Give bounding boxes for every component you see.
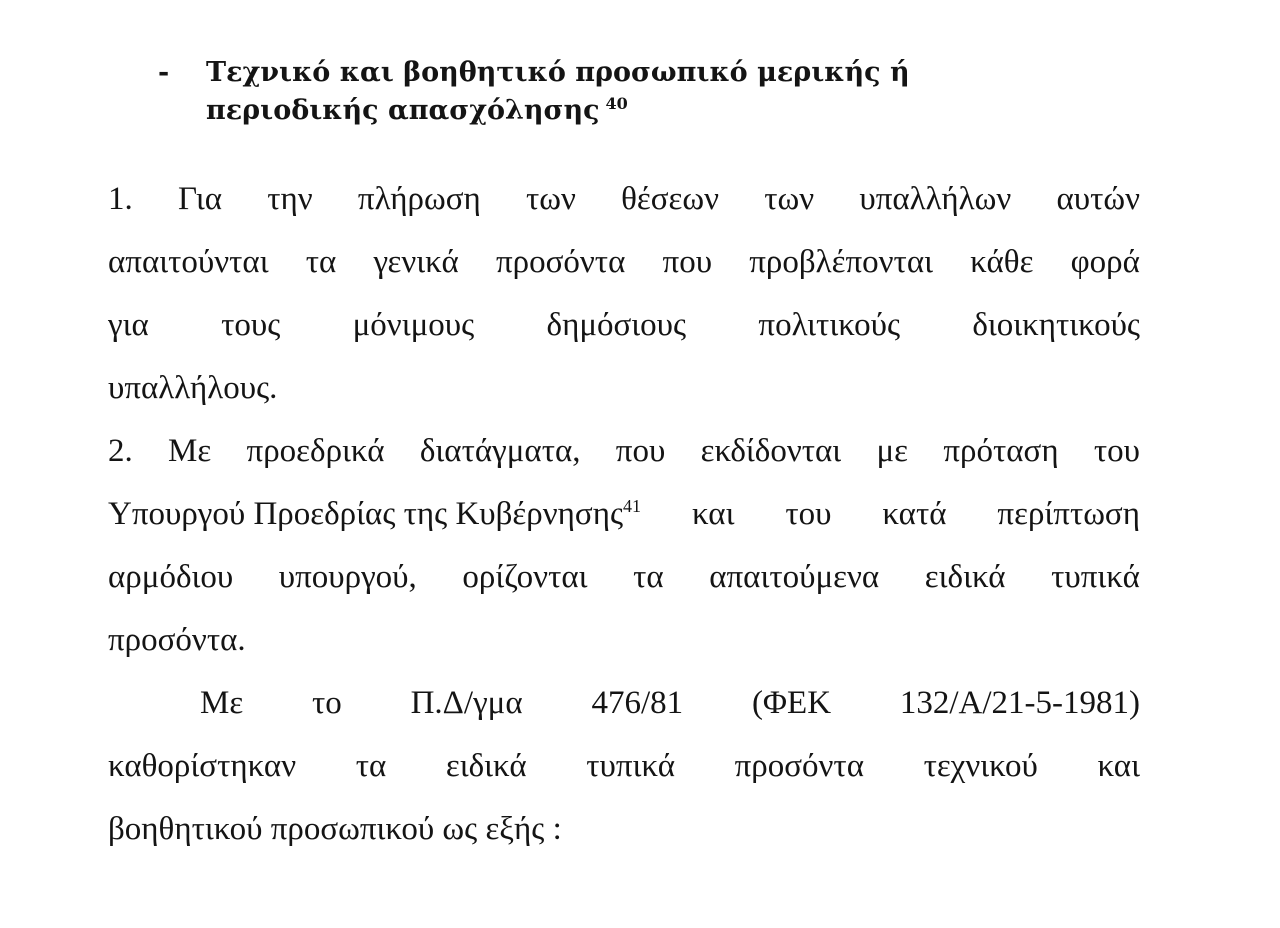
word: και	[1097, 748, 1140, 784]
word: του	[1093, 433, 1140, 469]
heading-line-2	[206, 92, 1056, 130]
word: με	[876, 433, 909, 469]
paragraph-1-line-2	[108, 231, 1140, 294]
word: που	[662, 244, 713, 280]
word: που	[615, 433, 666, 469]
heading-line-2-text: περιοδικής απασχόλησης	[206, 95, 600, 126]
word: τυπικά	[586, 748, 676, 784]
word: του	[785, 496, 832, 532]
word: κάθε	[970, 244, 1034, 280]
word: κατά	[882, 496, 947, 532]
paragraph-2-line-2-text: Υπουργού Προεδρίας της Κυβέρνησης	[108, 496, 624, 532]
word: και	[691, 496, 735, 532]
word: προσόντα	[734, 748, 864, 784]
word: καθορίστηκαν	[108, 748, 297, 784]
word: των	[525, 181, 576, 217]
word: 1.	[108, 181, 133, 217]
heading-line-1: Τεχνικό και βοηθητικό προσωπικό μερικής ή	[206, 57, 910, 88]
word: αυτών	[1056, 181, 1140, 217]
word: απαιτούμενα	[709, 559, 880, 595]
word: τους	[221, 307, 281, 343]
word: των	[764, 181, 815, 217]
word: αρμόδιου	[108, 559, 234, 595]
word: προσόντα	[495, 244, 626, 280]
word: τα	[305, 244, 337, 280]
word: υπαλλήλων	[859, 181, 1012, 217]
word: προεδρικά	[246, 433, 385, 469]
word: περίπτωση	[997, 496, 1140, 532]
word: Με	[200, 685, 244, 721]
paragraph-2-line-2-lead	[108, 483, 641, 546]
word: τεχνικού	[923, 748, 1038, 784]
word: Π.Δ/γμα	[410, 685, 523, 721]
paragraph-2-line-4: προσόντα.	[108, 622, 246, 658]
paragraph-2-line-3	[108, 546, 1140, 609]
word: Με	[168, 433, 212, 469]
word: πρόταση	[943, 433, 1059, 469]
word: τα	[633, 559, 664, 595]
heading-bullet: -	[158, 57, 170, 88]
word: την	[267, 181, 313, 217]
word: ειδικά	[924, 559, 1006, 595]
footnote-ref-41: 41	[623, 496, 642, 516]
paragraph-3-line-2	[108, 735, 1140, 798]
word: απαιτούνται	[108, 244, 269, 280]
word: (ΦΕΚ	[751, 685, 832, 721]
body-text	[108, 168, 1140, 861]
paragraph-2-line-2	[108, 483, 1140, 546]
paragraph-1-line-3	[108, 294, 1140, 357]
word: Για	[177, 181, 223, 217]
paragraph-1-line-1	[108, 168, 1140, 231]
word: τυπικά	[1051, 559, 1140, 595]
word: το	[312, 685, 342, 721]
word: 132/Α/21-5-1981)	[899, 685, 1140, 721]
word: πλήρωση	[357, 181, 481, 217]
word: διατάγματα,	[419, 433, 581, 469]
word: γενικά	[373, 244, 459, 280]
paragraph-1-line-4: υπαλλήλους.	[108, 370, 278, 406]
footnote-ref-40: 40	[605, 94, 628, 113]
paragraph-3-line-1	[108, 672, 1140, 735]
word: 2.	[108, 433, 133, 469]
word: δημόσιους	[546, 307, 687, 343]
paragraph-3-line-3: βοηθητικού προσωπικού ως εξής :	[108, 811, 562, 847]
word: εκδίδονται	[700, 433, 842, 469]
word: υπουργού,	[278, 559, 417, 595]
word: ορίζονται	[462, 559, 588, 595]
word: 476/81	[591, 685, 684, 721]
word: φορά	[1070, 244, 1140, 280]
word: μόνιμους	[352, 307, 475, 343]
word: για	[108, 307, 149, 343]
word: τα	[355, 748, 387, 784]
word: θέσεων	[621, 181, 720, 217]
word: προβλέπονται	[749, 244, 933, 280]
word: διοικητικούς	[972, 307, 1140, 343]
word: ειδικά	[445, 748, 527, 784]
word: πολιτικούς	[758, 307, 901, 343]
paragraph-2-line-1	[108, 420, 1140, 483]
